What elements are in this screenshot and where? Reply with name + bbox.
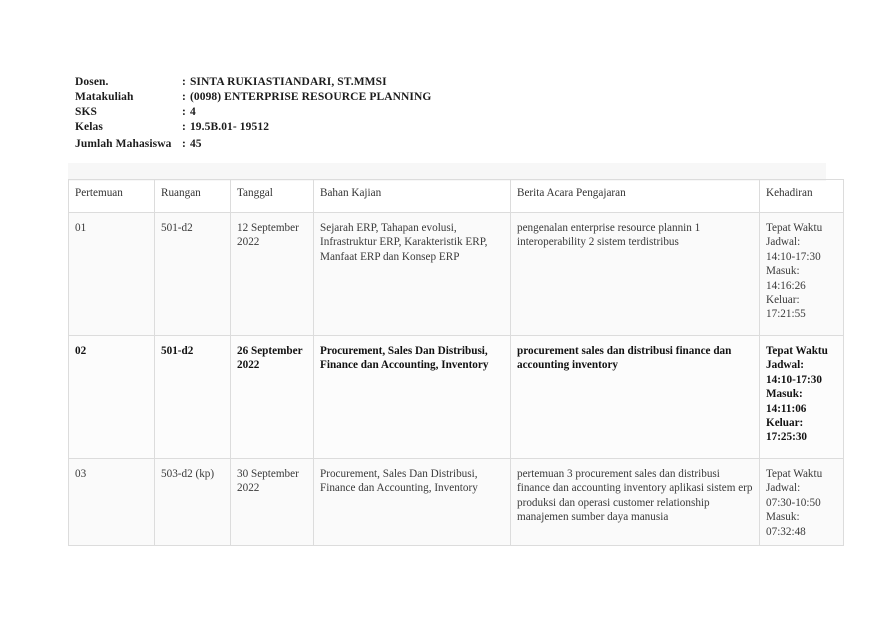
kelas-row bbox=[75, 120, 431, 135]
matakuliah-label: Matakuliah bbox=[75, 91, 134, 103]
attendance-table bbox=[68, 179, 844, 546]
keluar-value: 17:25:30 bbox=[766, 431, 808, 444]
matakuliah-value: (0098) ENTERPRISE RESOURCE PLANNING bbox=[189, 91, 432, 103]
colon: : bbox=[182, 91, 186, 103]
cell-kehadiran bbox=[760, 336, 844, 459]
cell-bahan-kajian: Sejarah ERP, Tahapan evolusi, Infrastruktur ERP, Karakteristik ERP, Manfaat ERP dan Konsep ERP bbox=[314, 213, 511, 336]
keluar-value: 17:21:55 bbox=[766, 308, 806, 321]
course-header bbox=[75, 75, 431, 152]
colon: : bbox=[182, 106, 186, 118]
colon: : bbox=[182, 138, 186, 150]
jadwal-value: 14:10-17:30 bbox=[766, 373, 822, 386]
cell-berita-acara: pengenalan enterprise resource plannin 1 interoperability 2 sistem terdistribus bbox=[511, 213, 760, 336]
jadwal-value: 14:10-17:30 bbox=[766, 250, 821, 263]
jumlah-value: 45 bbox=[189, 138, 202, 150]
jumlah-row bbox=[75, 137, 431, 152]
colon: : bbox=[182, 121, 186, 133]
dosen-value: SINTA RUKIASTIANDARI, ST.MMSI bbox=[189, 76, 387, 88]
table-header-row bbox=[69, 180, 844, 213]
cell-bahan-kajian: Procurement, Sales Dan Distribusi, Finance dan Accounting, Inventory bbox=[314, 459, 511, 546]
cell-pertemuan: 03 bbox=[69, 459, 155, 546]
cell-kehadiran bbox=[760, 213, 844, 336]
sks-label: SKS bbox=[75, 106, 98, 118]
sks-row bbox=[75, 105, 431, 120]
cell-tanggal: 26 September 2022 bbox=[231, 336, 314, 459]
dosen-label: Dosen. bbox=[75, 76, 109, 88]
matakuliah-row bbox=[75, 90, 431, 105]
jadwal-label: Jadwal: bbox=[766, 236, 801, 249]
jadwal-label: Jadwal: bbox=[766, 359, 804, 372]
attendance-status: Tepat Waktu bbox=[766, 468, 823, 480]
cell-bahan-kajian: Procurement, Sales Dan Distribusi, Finance dan Accounting, Inventory bbox=[314, 336, 511, 459]
dosen-row bbox=[75, 75, 431, 90]
cell-kehadiran bbox=[760, 459, 844, 546]
table-row bbox=[69, 336, 844, 459]
cell-berita-acara: pertemuan 3 procurement sales dan distribusi finance dan accounting inventory aplikasi sistem erp produksi dan operasi customer relationship manajemen sumber daya manusia bbox=[511, 459, 760, 546]
col-header-berita-acara: Berita Acara Pengajaran bbox=[511, 180, 760, 213]
cell-ruangan: 501-d2 bbox=[155, 213, 231, 336]
colon: : bbox=[182, 76, 186, 88]
keluar-label: Keluar: bbox=[766, 417, 804, 430]
masuk-value: 14:11:06 bbox=[766, 402, 807, 415]
attendance-status: Tepat Waktu bbox=[766, 345, 828, 357]
keluar-label: Keluar: bbox=[766, 294, 800, 307]
masuk-label: Masuk: bbox=[766, 265, 800, 278]
masuk-label: Masuk: bbox=[766, 388, 803, 401]
table-row bbox=[69, 213, 844, 336]
jadwal-label: Jadwal: bbox=[766, 482, 801, 495]
col-header-tanggal: Tanggal bbox=[231, 180, 314, 213]
cell-ruangan: 501-d2 bbox=[155, 336, 231, 459]
kelas-value: 19.5B.01- 19512 bbox=[189, 121, 270, 133]
col-header-pertemuan: Pertemuan bbox=[69, 180, 155, 213]
cell-tanggal: 30 September 2022 bbox=[231, 459, 314, 546]
cell-pertemuan: 02 bbox=[69, 336, 155, 459]
col-header-bahan-kajian: Bahan Kajian bbox=[314, 180, 511, 213]
table-row bbox=[69, 459, 844, 546]
cell-berita-acara: procurement sales dan distribusi finance dan accounting inventory bbox=[511, 336, 760, 459]
masuk-value: 07:32:48 bbox=[766, 525, 806, 538]
masuk-label: Masuk: bbox=[766, 511, 800, 524]
attendance-status: Tepat Waktu bbox=[766, 222, 823, 234]
sks-value: 4 bbox=[189, 106, 196, 118]
masuk-value: 14:16:26 bbox=[766, 279, 806, 292]
col-header-kehadiran: Kehadiran bbox=[760, 180, 844, 213]
kelas-label: Kelas bbox=[75, 121, 103, 133]
col-header-ruangan: Ruangan bbox=[155, 180, 231, 213]
cell-pertemuan: 01 bbox=[69, 213, 155, 336]
cell-ruangan: 503-d2 (kp) bbox=[155, 459, 231, 546]
jumlah-label: Jumlah Mahasiswa bbox=[75, 138, 172, 150]
cell-tanggal: 12 September 2022 bbox=[231, 213, 314, 336]
jadwal-value: 07:30-10:50 bbox=[766, 496, 821, 509]
